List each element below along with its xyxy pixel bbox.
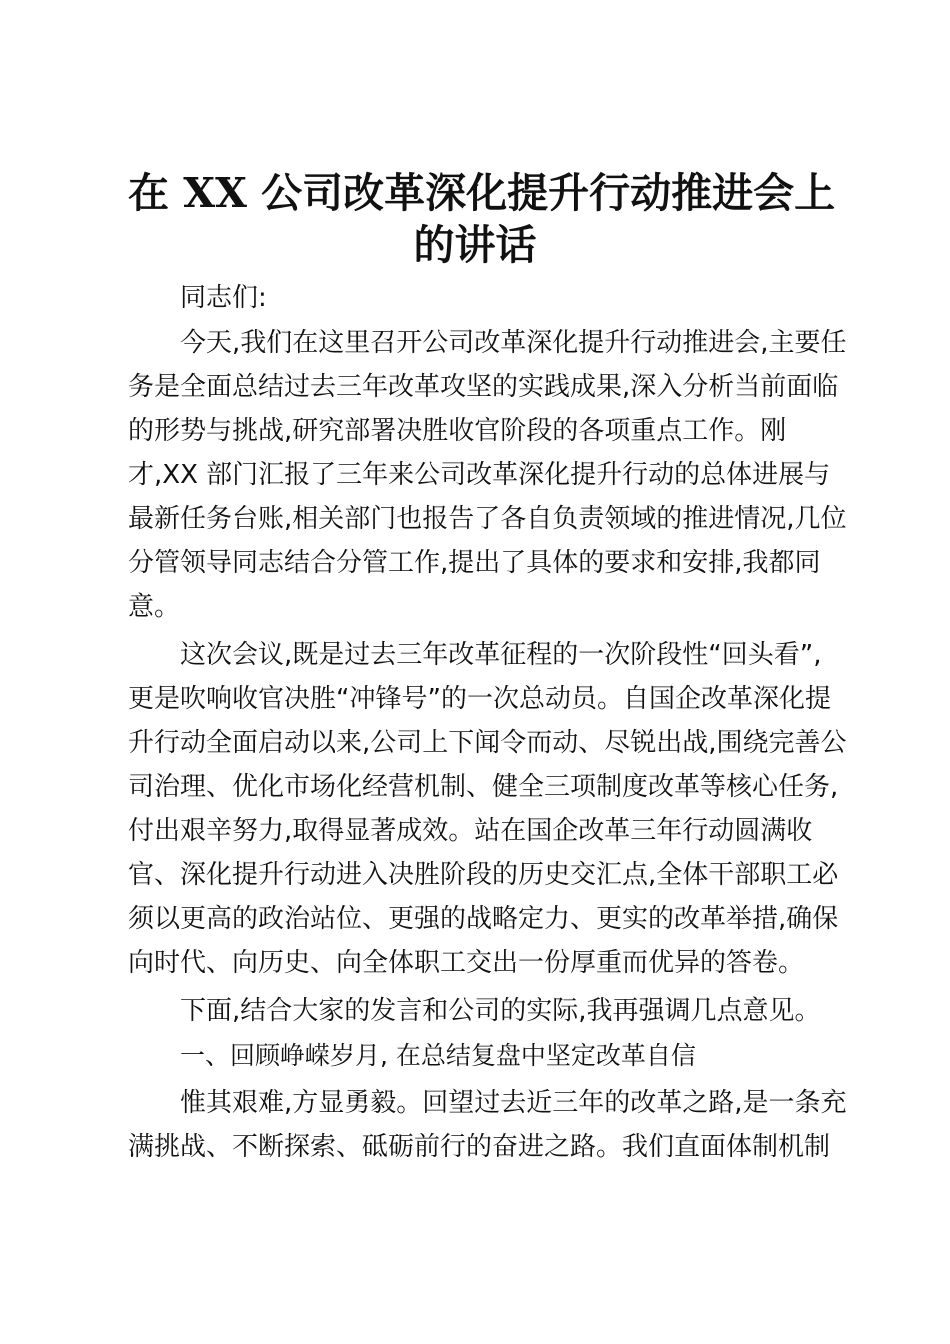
paragraph-2-line: 更是吹响收官决胜“冲锋号”的一次总动员。自国企改革深化提 <box>128 684 831 714</box>
paragraph-4-line: 惟其艰难,方显勇毅。回望过去近三年的改革之路,是一条充 <box>180 1088 847 1118</box>
paragraph-3-line: 下面,结合大家的发言和公司的实际,我再强调几点意见。 <box>180 996 821 1026</box>
salutation: 同志们: <box>180 283 267 313</box>
section-heading-1: 一、回顾峥嵘岁月, 在总结复盘中坚定改革自信 <box>180 1041 696 1070</box>
paragraph-4-line: 满挑战、不断探索、砥砺前行的奋进之路。我们直面体制机制 <box>128 1132 831 1162</box>
paragraph-1-line: 意。 <box>128 592 181 622</box>
paragraph-1-line: 分管领导同志结合分管工作,提出了具体的要求和安排,我都同 <box>128 548 821 578</box>
document-title-line-1: 在 XX 公司改革深化提升行动推进会上 <box>128 169 836 217</box>
paragraph-2-line: 须以更高的政治站位、更强的战略定力、更实的改革举措,确保 <box>128 904 839 934</box>
paragraph-1-line: 最新任务台账,相关部门也报告了各自负责领域的推进情况,几位 <box>128 504 847 534</box>
paragraph-2-line: 升行动全面启动以来,公司上下闻令而动、尽锐出战,围绕完善公 <box>128 728 847 758</box>
paragraph-2-line: 向时代、向历史、向全体职工交出一份厚重而优异的答卷。 <box>128 948 805 978</box>
paragraph-1-line: 务是全面总结过去三年改革攻坚的实践成果,深入分析当前面临 <box>128 372 839 402</box>
paragraph-2-line: 官、深化提升行动进入决胜阶段的历史交汇点,全体干部职工必 <box>128 860 839 890</box>
paragraph-1-line: 才,XX 部门汇报了三年来公司改革深化提升行动的总体进展与 <box>128 460 831 490</box>
paragraph-2-line: 付出艰辛努力,取得显著成效。站在国企改革三年行动圆满收 <box>128 816 813 846</box>
paragraph-2-line: 司治理、优化市场化经营机制、健全三项制度改革等核心任务, <box>128 772 839 802</box>
document-title-line-2: 的讲话 <box>413 221 537 269</box>
paragraph-2-line: 这次会议,既是过去三年改革征程的一次阶段性“回头看”, <box>180 640 822 670</box>
paragraph-1-line: 今天,我们在这里召开公司改革深化提升行动推进会,主要任 <box>180 328 847 358</box>
paragraph-1-line: 的形势与挑战,研究部署决胜收官阶段的各项重点工作。刚 <box>128 416 787 446</box>
